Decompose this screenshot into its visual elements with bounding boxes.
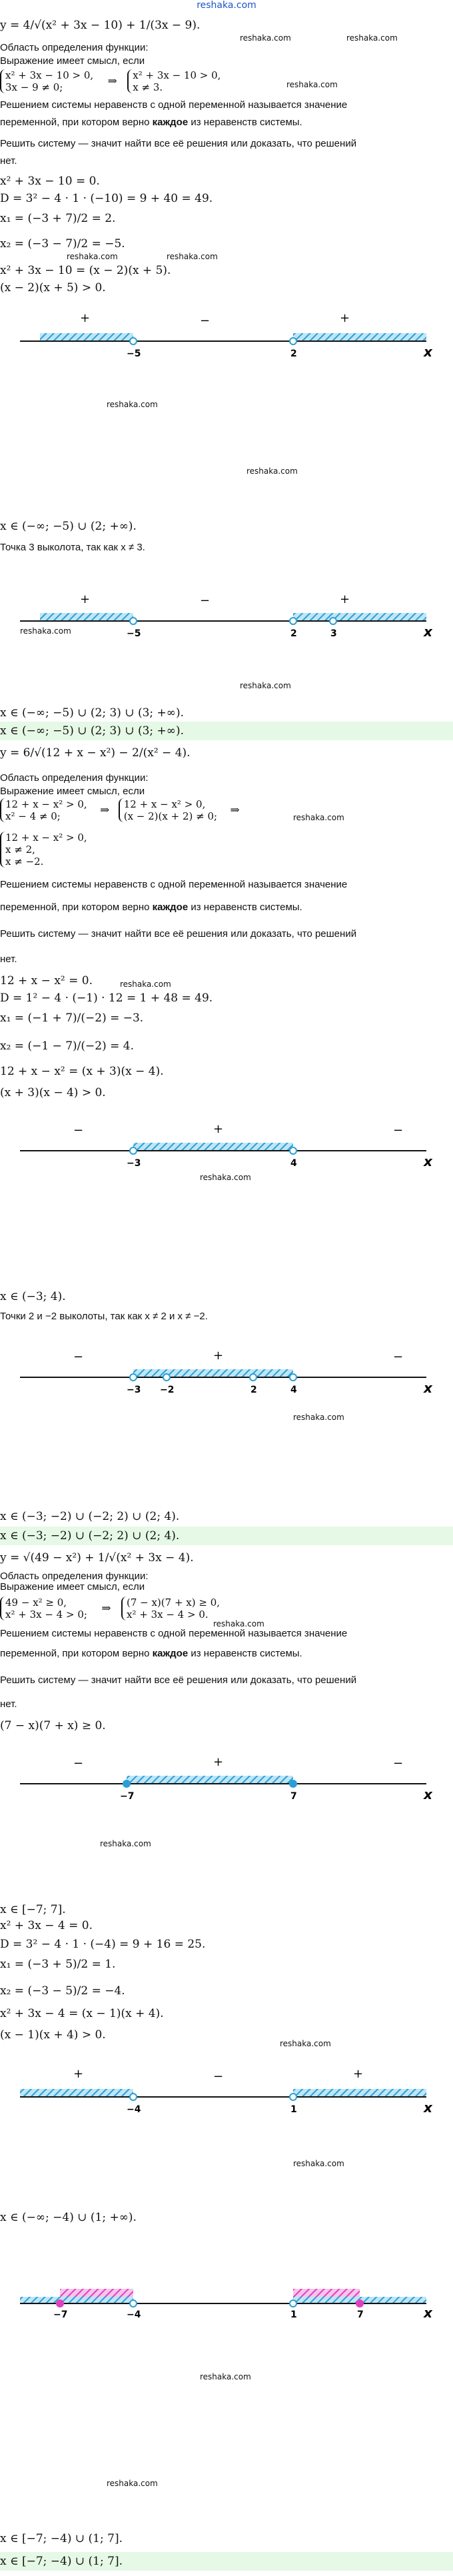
text: переменной, при котором верно xyxy=(0,902,153,913)
p2-odz: Область определения функции: xyxy=(0,772,149,784)
watermark: reshaka.com xyxy=(100,1839,151,1848)
p1-eq: x² + 3x − 10 = 0. xyxy=(0,175,100,188)
p3-solve1: Решить систему — значит найти все её решения или доказать, что решений xyxy=(0,1674,357,1686)
tick-label: 4 xyxy=(290,1385,297,1395)
sys-row: (7 − x)(7 + x) ≥ 0, xyxy=(127,1597,221,1609)
axis-x-label: x xyxy=(424,344,432,360)
tick-label: −2 xyxy=(160,1385,175,1395)
p3-odz: Область определения функции: xyxy=(0,1571,149,1582)
p1-odz: Область определения функции: xyxy=(0,42,149,53)
p3-resA: x ∈ [−7; 7]. xyxy=(0,1903,66,1916)
sys-row: x² − 4 ≠ 0; xyxy=(5,810,61,822)
hatch-region xyxy=(293,333,426,341)
hatch-region xyxy=(133,1369,293,1377)
tick-label: −7 xyxy=(120,1791,135,1802)
open-point xyxy=(290,338,296,344)
p3-answer: x ∈ [−7; −4) ∪ (1; 7]. xyxy=(0,2552,453,2571)
p1-solve1: Решить систему — значит найти все её решения или доказать, что решений xyxy=(0,138,357,149)
p2-exists: Выражение имеет смысл, если xyxy=(0,786,145,797)
sign: + xyxy=(213,1122,224,1136)
tick-label: 2 xyxy=(250,1385,257,1395)
axis-x-label: x xyxy=(424,1380,432,1396)
p1-disc: D = 3² − 4 · 1 · (−10) = 9 + 40 = 49. xyxy=(0,192,213,205)
system-right xyxy=(119,798,221,822)
closed-point xyxy=(57,2300,63,2307)
closed-point xyxy=(123,1780,130,1787)
sys-row: x² + 3x − 10 > 0, xyxy=(5,69,94,81)
p1-res2: x ∈ (−∞; −5) ∪ (2; 3) ∪ (3; +∞). xyxy=(0,706,184,720)
text: из неравенств системы. xyxy=(188,902,302,913)
p3-solve2: нет. xyxy=(0,1698,17,1710)
hatch-region xyxy=(293,2289,360,2297)
p3-res: x ∈ [−7; −4) ∪ (1; 7]. xyxy=(0,2532,123,2545)
tick-label: −3 xyxy=(127,1158,141,1169)
p1-solve2: нет. xyxy=(0,155,17,167)
p1-def1: Решением системы неравенств с одной переменной называется значение xyxy=(0,99,348,111)
p3-x1: x₁ = (−3 + 5)/2 = 1. xyxy=(0,1958,116,1971)
p1-res1: x ∈ (−∞; −5) ∪ (2; +∞). xyxy=(0,520,137,533)
p2-x2: x₂ = (−1 − 7)/(−2) = 4. xyxy=(0,1039,134,1053)
axis-x-label: x xyxy=(424,624,432,640)
open-point xyxy=(130,338,137,344)
number-line-6 xyxy=(0,2059,453,2126)
tick-label: −5 xyxy=(127,348,141,359)
p2-function: y = 6/√(12 + x − x²) − 2/(x² − 4). xyxy=(0,746,191,760)
sign: + xyxy=(213,1755,224,1769)
implies-arrow: ⇒ xyxy=(230,803,240,817)
p2-system xyxy=(0,798,245,822)
watermark: reshaka.com xyxy=(286,80,338,89)
sign: − xyxy=(200,314,211,328)
hatch-region xyxy=(133,1143,293,1151)
system-right xyxy=(127,69,225,93)
p1-ineq: (x − 2)(x + 5) > 0. xyxy=(0,281,106,295)
watermark: reshaka.com xyxy=(107,400,158,409)
system-c xyxy=(0,832,91,868)
p3-fact: x² + 3x − 4 = (x − 1)(x + 4). xyxy=(0,2007,164,2020)
tick-label: −4 xyxy=(127,2309,141,2320)
p3-function: y = √(49 − x²) + 1/√(x² + 3x − 4). xyxy=(0,1551,194,1565)
hatch-region xyxy=(20,2089,133,2097)
system-left xyxy=(0,798,91,822)
axis-x-label: x xyxy=(424,2305,432,2321)
p1-system xyxy=(0,69,225,93)
open-point xyxy=(130,2094,137,2100)
watermark: reshaka.com xyxy=(213,1619,264,1628)
watermark: reshaka.com xyxy=(293,2159,344,2168)
axis-x-label: x xyxy=(424,1153,432,1169)
open-point xyxy=(290,1147,296,1154)
sys-row: 12 + x − x² > 0, xyxy=(5,832,87,844)
sign: + xyxy=(213,1349,224,1363)
number-line-2 xyxy=(0,583,453,656)
watermark: reshaka.com xyxy=(167,252,218,261)
p1-def2 xyxy=(0,116,302,129)
sign: + xyxy=(80,592,91,606)
open-point xyxy=(130,1374,137,1381)
watermark: reshaka.com xyxy=(240,681,291,690)
p2-answer: x ∈ (−3; −2) ∪ (−2; 2) ∪ (2; 4). xyxy=(0,1527,453,1545)
tick-label: −5 xyxy=(127,628,141,639)
p2-solve2: нет. xyxy=(0,954,17,965)
p1-fact: x² + 3x − 10 = (x − 2)(x + 5). xyxy=(0,264,171,277)
p1-exists: Выражение имеет смысл, если xyxy=(0,55,145,67)
p3-x2: x₂ = (−3 − 5)/2 = −4. xyxy=(0,1984,125,1998)
hatch-region xyxy=(40,333,133,341)
sys-row: x² + 3x − 4 > 0; xyxy=(5,1609,87,1620)
implies-arrow: ⇒ xyxy=(101,1601,111,1615)
sys-row: 12 + x − x² > 0, xyxy=(5,798,87,810)
open-point xyxy=(250,1374,256,1381)
p3-def2 xyxy=(0,1647,302,1660)
watermark: reshaka.com xyxy=(200,1173,251,1182)
tick-label: 2 xyxy=(290,348,297,359)
bold-text: каждое xyxy=(152,902,189,913)
watermark: reshaka.com xyxy=(240,33,291,43)
p2-ineq: (x + 3)(x − 4) > 0. xyxy=(0,1086,106,1099)
sign: − xyxy=(73,1756,84,1770)
sign: − xyxy=(393,1756,404,1770)
p2-disc: D = 1² − 4 · (−1) · 12 = 1 + 48 = 49. xyxy=(0,991,213,1005)
watermark: reshaka.com xyxy=(246,466,298,476)
implies-arrow: ⇒ xyxy=(107,74,117,88)
tick-label: 2 xyxy=(290,628,297,639)
p2-def1: Решением системы неравенств с одной переменной называется значение xyxy=(0,879,348,890)
p2-def2 xyxy=(0,901,302,914)
tick-label: 1 xyxy=(290,2104,297,2115)
sign: + xyxy=(340,592,350,606)
sign: − xyxy=(393,1123,404,1137)
p2-res2: x ∈ (−3; −2) ∪ (−2; 2) ∪ (2; 4). xyxy=(0,1510,180,1523)
open-point xyxy=(130,2300,137,2307)
hatch-region xyxy=(293,2089,426,2097)
sign: − xyxy=(200,594,211,608)
sys-row: x ≠ 2, xyxy=(5,844,35,856)
p3-system xyxy=(0,1597,224,1620)
watermark: reshaka.com xyxy=(20,626,71,636)
bold-text: каждое xyxy=(152,1648,189,1659)
tick-label: −3 xyxy=(127,1385,141,1395)
site-title[interactable]: reshaka.com xyxy=(197,0,256,11)
number-line-7 xyxy=(0,2265,453,2325)
system-left xyxy=(0,1597,91,1620)
axis-x-label: x xyxy=(424,1786,432,1802)
p2-note: Точки 2 и −2 выколоты, так как x ≠ 2 и x ≠ −2. xyxy=(0,1311,208,1322)
bold-text: каждое xyxy=(152,117,189,128)
closed-point xyxy=(290,1780,296,1787)
sys-row: x ≠ −2. xyxy=(5,856,44,868)
open-point xyxy=(290,1374,296,1381)
p3-ineqA: (7 − x)(7 + x) ≥ 0. xyxy=(0,1719,106,1732)
tick-label: −7 xyxy=(53,2309,68,2320)
open-point xyxy=(330,618,336,624)
open-point xyxy=(130,1147,137,1154)
p1-x2: x₂ = (−3 − 7)/2 = −5. xyxy=(0,237,125,251)
sys-row: (x − 2)(x + 2) ≠ 0; xyxy=(123,810,218,822)
open-point xyxy=(290,2094,296,2100)
hatch-region xyxy=(293,613,426,621)
hatch-region xyxy=(40,613,133,621)
tick-label: −4 xyxy=(127,2104,141,2115)
p2-system-c xyxy=(0,832,91,868)
p3-eq: x² + 3x − 4 = 0. xyxy=(0,1919,93,1932)
watermark: reshaka.com xyxy=(107,2479,158,2488)
tick-label: 7 xyxy=(290,1791,297,1802)
implies-arrow: ⇒ xyxy=(100,803,110,817)
sys-row: 3x − 9 ≠ 0; xyxy=(5,81,63,93)
p3-exists: Выражение имеет смысл, если xyxy=(0,1581,145,1593)
tick-label: 4 xyxy=(290,1158,297,1169)
sys-row: x² + 3x − 10 > 0, xyxy=(133,69,221,81)
system-left xyxy=(0,69,97,93)
sys-row: x ≠ 3. xyxy=(133,81,163,93)
number-line-5 xyxy=(0,1746,453,1812)
watermark: reshaka.com xyxy=(346,33,398,43)
open-point xyxy=(163,1374,170,1381)
p1-function: y = 4/√(x² + 3x − 10) + 1/(3x − 9). xyxy=(0,19,201,32)
text: переменной, при котором верно xyxy=(0,1648,153,1659)
number-line-4 xyxy=(0,1339,453,1406)
hatch-region xyxy=(60,2289,133,2297)
p2-eq: 12 + x − x² = 0. xyxy=(0,974,93,987)
system-right xyxy=(121,1597,224,1620)
p3-ineqB: (x − 1)(x + 4) > 0. xyxy=(0,2028,106,2042)
watermark: reshaka.com xyxy=(280,2039,331,2048)
p2-res1: x ∈ (−3; 4). xyxy=(0,1290,66,1303)
axis-x-label: x xyxy=(424,2100,432,2116)
watermark: reshaka.com xyxy=(200,2372,251,2381)
p3-resB: x ∈ (−∞; −4) ∪ (1; +∞). xyxy=(0,2211,137,2224)
closed-point xyxy=(356,2300,363,2307)
watermark: reshaka.com xyxy=(67,252,118,261)
watermark: reshaka.com xyxy=(120,979,171,989)
text: из неравенств системы. xyxy=(188,1648,302,1659)
p3-def1: Решением системы неравенств с одной переменной называется значение xyxy=(0,1628,348,1639)
p1-note: Точка 3 выколота, так как x ≠ 3. xyxy=(0,542,145,553)
sign: + xyxy=(73,2067,84,2081)
p2-solve1: Решить систему — значит найти все её решения или доказать, что решений xyxy=(0,928,357,940)
sign: − xyxy=(73,1350,84,1364)
open-point xyxy=(290,618,296,624)
open-point xyxy=(130,618,137,624)
sys-row: x² + 3x − 4 > 0. xyxy=(127,1609,209,1620)
text: переменной, при котором верно xyxy=(0,117,153,128)
text: из неравенств системы. xyxy=(188,117,302,128)
watermark: reshaka.com xyxy=(293,813,344,822)
tick-label: 7 xyxy=(357,2309,364,2320)
number-line-3 xyxy=(0,1113,453,1179)
open-point xyxy=(290,2300,296,2307)
p2-x1: x₁ = (−1 + 7)/(−2) = −3. xyxy=(0,1011,144,1025)
sys-row: 49 − x² ≥ 0, xyxy=(5,1597,67,1609)
p1-answer: x ∈ (−∞; −5) ∪ (2; 3) ∪ (3; +∞). xyxy=(0,722,453,740)
number-line-1 xyxy=(0,303,453,376)
p1-x1: x₁ = (−3 + 7)/2 = 2. xyxy=(0,212,116,225)
p3-disc: D = 3² − 4 · 1 · (−4) = 9 + 16 = 25. xyxy=(0,1938,206,1951)
sys-row: 12 + x − x² > 0, xyxy=(123,798,206,810)
p2-fact: 12 + x − x² = (x + 3)(x − 4). xyxy=(0,1065,164,1078)
tick-label: 3 xyxy=(330,628,337,639)
sign: − xyxy=(213,2070,224,2084)
watermark: reshaka.com xyxy=(293,1413,344,1422)
sign: + xyxy=(353,2067,364,2081)
sign: + xyxy=(340,311,350,325)
tick-label: 1 xyxy=(290,2309,297,2320)
sign: + xyxy=(80,311,91,325)
hatch-region xyxy=(20,2297,133,2303)
sign: − xyxy=(73,1123,84,1137)
sign: − xyxy=(393,1350,404,1364)
hatch-region xyxy=(127,1776,293,1784)
